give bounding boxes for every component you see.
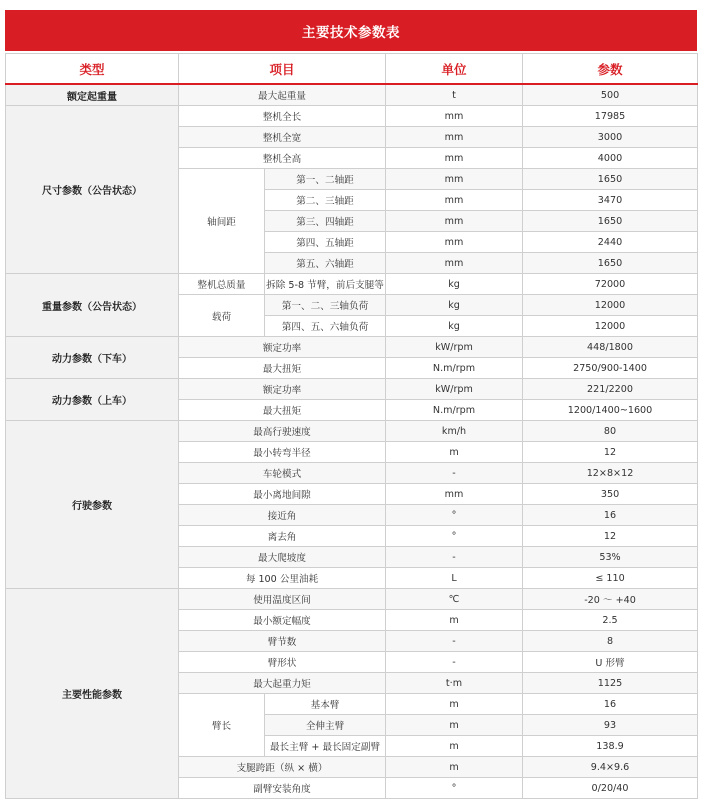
value-cell: 12×8×12 bbox=[523, 463, 698, 484]
value-cell: 12000 bbox=[523, 295, 698, 316]
unit-cell: - bbox=[386, 463, 523, 484]
unit-cell: mm bbox=[386, 232, 523, 253]
value-cell: 2.5 bbox=[523, 610, 698, 631]
item-cell: 额定功率 bbox=[179, 337, 386, 358]
table-row bbox=[6, 337, 698, 358]
item-cell: 第二、三轴距 bbox=[265, 190, 386, 211]
unit-cell: - bbox=[386, 652, 523, 673]
unit-cell: mm bbox=[386, 106, 523, 127]
value-cell: 72000 bbox=[523, 274, 698, 295]
value-cell: 80 bbox=[523, 421, 698, 442]
unit-cell: mm bbox=[386, 148, 523, 169]
item-cell: 第四、五、六轴负荷 bbox=[265, 316, 386, 337]
header-item: 项目 bbox=[179, 54, 386, 85]
unit-cell: L bbox=[386, 568, 523, 589]
spec-sheet bbox=[5, 10, 697, 799]
item-cell: 最大起重力矩 bbox=[179, 673, 386, 694]
unit-cell: t bbox=[386, 84, 523, 106]
spec-table bbox=[5, 53, 698, 799]
item-cell: 第四、五轴距 bbox=[265, 232, 386, 253]
value-cell: 1650 bbox=[523, 169, 698, 190]
unit-cell: m bbox=[386, 736, 523, 757]
item-cell: 最高行驶速度 bbox=[179, 421, 386, 442]
group-label: 动力参数（上车） bbox=[6, 379, 179, 421]
table-row bbox=[6, 84, 698, 106]
item-cell: 全伸主臂 bbox=[265, 715, 386, 736]
item-cell: 整机全高 bbox=[179, 148, 386, 169]
value-cell: 500 bbox=[523, 84, 698, 106]
item-cell: 臂节数 bbox=[179, 631, 386, 652]
value-cell: 3000 bbox=[523, 127, 698, 148]
header-unit: 单位 bbox=[386, 54, 523, 85]
value-cell: 221/2200 bbox=[523, 379, 698, 400]
unit-cell: t·m bbox=[386, 673, 523, 694]
value-cell: 1650 bbox=[523, 253, 698, 274]
value-cell: 17985 bbox=[523, 106, 698, 127]
unit-cell: ° bbox=[386, 526, 523, 547]
value-cell: 1200/1400~1600 bbox=[523, 400, 698, 421]
item-cell: 副臂安装角度 bbox=[179, 778, 386, 799]
unit-cell: m bbox=[386, 442, 523, 463]
unit-cell: ° bbox=[386, 778, 523, 799]
table-row bbox=[6, 274, 698, 295]
unit-cell: km/h bbox=[386, 421, 523, 442]
unit-cell: kW/rpm bbox=[386, 337, 523, 358]
value-cell: -20 ～ +40 bbox=[523, 589, 698, 610]
table-row bbox=[6, 589, 698, 610]
value-cell: 12000 bbox=[523, 316, 698, 337]
unit-cell: m bbox=[386, 715, 523, 736]
item-cell: 最小离地间隙 bbox=[179, 484, 386, 505]
item-cell: 拆除 5-8 节臂，前后支腿等 bbox=[265, 274, 386, 295]
item-cell: 第三、四轴距 bbox=[265, 211, 386, 232]
value-cell: 350 bbox=[523, 484, 698, 505]
item-cell: 使用温度区间 bbox=[179, 589, 386, 610]
value-cell: 448/1800 bbox=[523, 337, 698, 358]
unit-cell: mm bbox=[386, 169, 523, 190]
header-param: 参数 bbox=[523, 54, 698, 85]
unit-cell: kg bbox=[386, 274, 523, 295]
value-cell: 2440 bbox=[523, 232, 698, 253]
header-type: 类型 bbox=[6, 54, 179, 85]
value-cell: 138.9 bbox=[523, 736, 698, 757]
unit-cell: - bbox=[386, 547, 523, 568]
value-cell: 8 bbox=[523, 631, 698, 652]
header-row bbox=[6, 54, 698, 85]
unit-cell: mm bbox=[386, 127, 523, 148]
item-cell: 基本臂 bbox=[265, 694, 386, 715]
group-label: 尺寸参数（公告状态） bbox=[6, 106, 179, 274]
group-label: 行驶参数 bbox=[6, 421, 179, 589]
item-cell: 第五、六轴距 bbox=[265, 253, 386, 274]
item-cell: 额定功率 bbox=[179, 379, 386, 400]
item-cell: 整机全宽 bbox=[179, 127, 386, 148]
value-cell: 4000 bbox=[523, 148, 698, 169]
value-cell: 0/20/40 bbox=[523, 778, 698, 799]
value-cell: 12 bbox=[523, 442, 698, 463]
unit-cell: N.m/rpm bbox=[386, 400, 523, 421]
item-cell: 臂形状 bbox=[179, 652, 386, 673]
unit-cell: m bbox=[386, 694, 523, 715]
item-cell: 第一、二、三轴负荷 bbox=[265, 295, 386, 316]
item-cell: 支腿跨距（纵 × 横） bbox=[179, 757, 386, 778]
unit-cell: m bbox=[386, 757, 523, 778]
unit-cell: N.m/rpm bbox=[386, 358, 523, 379]
group-label: 额定起重量 bbox=[6, 84, 179, 106]
value-cell: 3470 bbox=[523, 190, 698, 211]
unit-cell: kg bbox=[386, 316, 523, 337]
table-title: 主要技术参数表 bbox=[5, 10, 697, 51]
subgroup-label: 轴间距 bbox=[179, 169, 265, 274]
unit-cell: mm bbox=[386, 484, 523, 505]
group-label: 主要性能参数 bbox=[6, 589, 179, 799]
item-cell: 每 100 公里油耗 bbox=[179, 568, 386, 589]
unit-cell: - bbox=[386, 631, 523, 652]
group-label: 动力参数（下车） bbox=[6, 337, 179, 379]
subgroup-label: 整机总质量 bbox=[179, 274, 265, 295]
item-cell: 整机全长 bbox=[179, 106, 386, 127]
subgroup-label: 载荷 bbox=[179, 295, 265, 337]
value-cell: ≤ 110 bbox=[523, 568, 698, 589]
value-cell: 16 bbox=[523, 694, 698, 715]
item-cell: 最大扭矩 bbox=[179, 358, 386, 379]
value-cell: 1125 bbox=[523, 673, 698, 694]
value-cell: 93 bbox=[523, 715, 698, 736]
unit-cell: ° bbox=[386, 505, 523, 526]
item-cell: 最小转弯半径 bbox=[179, 442, 386, 463]
table-row bbox=[6, 379, 698, 400]
unit-cell: mm bbox=[386, 211, 523, 232]
unit-cell: ℃ bbox=[386, 589, 523, 610]
table-row bbox=[6, 106, 698, 127]
item-cell: 最大爬坡度 bbox=[179, 547, 386, 568]
group-label: 重量参数（公告状态） bbox=[6, 274, 179, 337]
item-cell: 离去角 bbox=[179, 526, 386, 547]
value-cell: 9.4×9.6 bbox=[523, 757, 698, 778]
unit-cell: mm bbox=[386, 253, 523, 274]
value-cell: 12 bbox=[523, 526, 698, 547]
subgroup-label: 臂长 bbox=[179, 694, 265, 757]
item-cell: 最长主臂 + 最长固定副臂 bbox=[265, 736, 386, 757]
item-cell: 最大扭矩 bbox=[179, 400, 386, 421]
item-cell: 最大起重量 bbox=[179, 84, 386, 106]
value-cell: 53% bbox=[523, 547, 698, 568]
unit-cell: kg bbox=[386, 295, 523, 316]
unit-cell: mm bbox=[386, 190, 523, 211]
unit-cell: kW/rpm bbox=[386, 379, 523, 400]
value-cell: 1650 bbox=[523, 211, 698, 232]
item-cell: 第一、二轴距 bbox=[265, 169, 386, 190]
value-cell: 16 bbox=[523, 505, 698, 526]
value-cell: U 形臂 bbox=[523, 652, 698, 673]
item-cell: 车轮模式 bbox=[179, 463, 386, 484]
item-cell: 接近角 bbox=[179, 505, 386, 526]
value-cell: 2750/900-1400 bbox=[523, 358, 698, 379]
unit-cell: m bbox=[386, 610, 523, 631]
item-cell: 最小额定幅度 bbox=[179, 610, 386, 631]
table-row bbox=[6, 421, 698, 442]
